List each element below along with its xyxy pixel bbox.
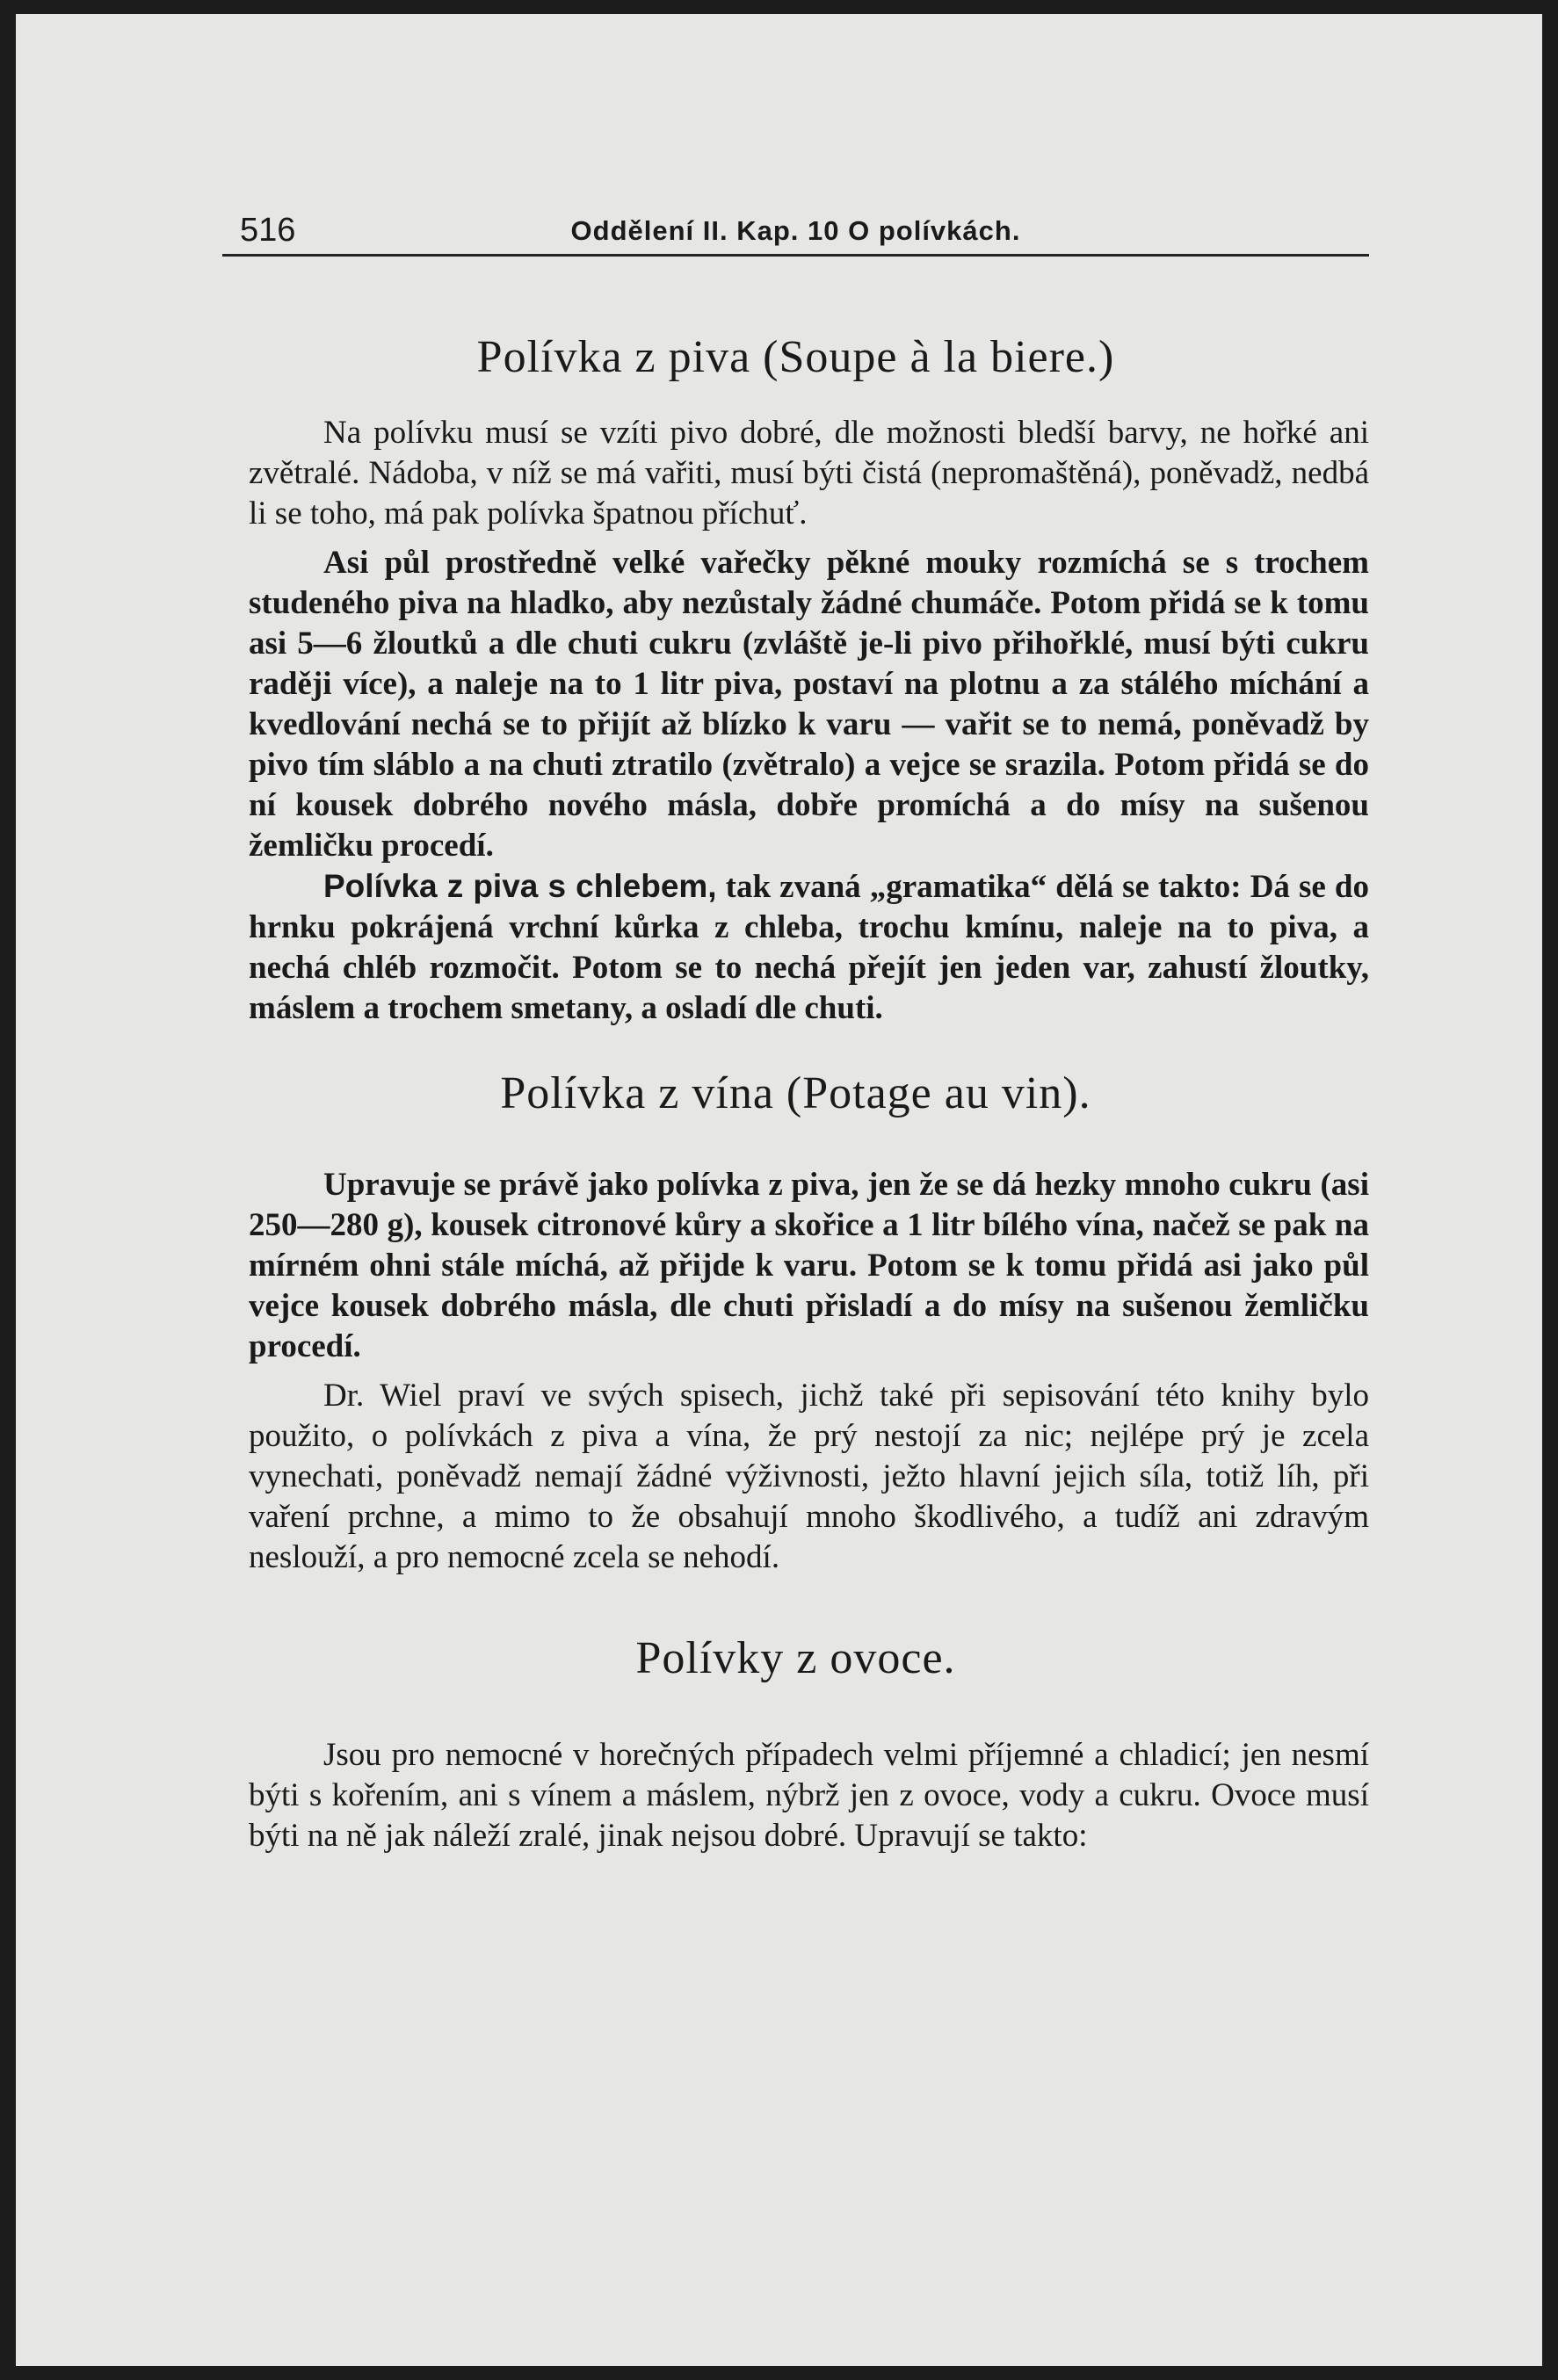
- page-content: [222, 203, 1369, 1856]
- paragraph: Jsou pro nemocné v horečných případech velmi příjemné a chladicí; jen nesmí býti s kořením, ani s vínem a máslem, nýbrž jen z ovoce, vody a cukru. Ovoce musí býti na ně jak náleží zralé, jinak nejsou dobré. Upravují se takto:: [249, 1737, 1369, 1854]
- section-title-beer-soup: Polívka z piva (Soupe à la biere.): [476, 332, 1115, 382]
- book-page: [16, 14, 1542, 2366]
- paragraph-text: tak zvaná „gramatika“ dělá se takto: Dá se do hrnku pokrájená vrchní kůrka z chleba, trochu kmínu, naleje na to piva, a nechá chléb rozmočit. Potom se to nechá přejít jen jeden var, zahustí žloutky, máslem a trochem smetany, a osladí dle chuti.: [249, 869, 1369, 1026]
- running-header: [222, 203, 1369, 257]
- running-title: Oddělení II. Kap. 10 O polívkách.: [570, 215, 1021, 246]
- paragraph: Upravuje se právě jako polívka z piva, jen že se dá hezky mnoho cukru (asi 250—280 g), kousek citronové kůry a skořice a 1 litr bílého vína, načež se pak na mírném ohni stále míchá, až přijde k varu. Potom se k tomu přidá asi jako půl vejce kousek dobrého másla, dle chuti přisladí a do mísy na sušenou žemličku procedí.: [249, 1167, 1369, 1364]
- section-title-fruit-soups: Polívky z ovoce.: [635, 1633, 956, 1683]
- paragraph: Dr. Wiel praví ve svých spisech, jichž také při sepisování této knihy bylo použito, o polívkách z piva a vína, že prý nestojí za nic; nejlépe prý je zcela vynechati, poněvadž nemají žádné výživnosti, ježto hlavní jejich síla, totiž líh, při vaření prchne, a mimo to že obsahují mnoho škodlivého, a tudíž ani zdravým neslouží, a pro nemocné zcela se nehodí.: [249, 1378, 1369, 1575]
- paragraph-lead: Polívka z piva s chlebem,: [323, 868, 717, 904]
- paragraph: Asi půl prostředně velké vařečky pěkné mouky rozmíchá se s trochem studeného piva na hladko, aby nezůstaly žádné chumáče. Potom přidá se k tomu asi 5—6 žloutků a dle chuti cukru (zvláště je-li pivo přihořklé, musí býti cukru raději více), a naleje na to 1 litr piva, postaví na plotnu a za stálého míchání a kvedlování nechá se to přijít až blízko k varu — vařit se to nemá, poněvadž by pivo tím sláblo a na chuti ztratilo (zvětralo) a vejce se srazila. Potom přidá se do ní kousek dobrého nového másla, dobře promíchá a do mísy na sušenou žemličku procedí.: [249, 545, 1369, 864]
- paragraph: Na polívku musí se vzíti pivo dobré, dle možnosti bledší barvy, ne hořké ani zvětralé. Nádoba, v níž se má vařiti, musí býti čistá (nepromaštěná), poněvadž, nedbá li se toho, má pak polívka špatnou příchuť.: [249, 415, 1369, 532]
- paragraph: [249, 866, 1369, 1029]
- section-title-wine-soup: Polívka z vína (Potage au vin).: [500, 1068, 1091, 1118]
- page-number: 516: [240, 212, 296, 249]
